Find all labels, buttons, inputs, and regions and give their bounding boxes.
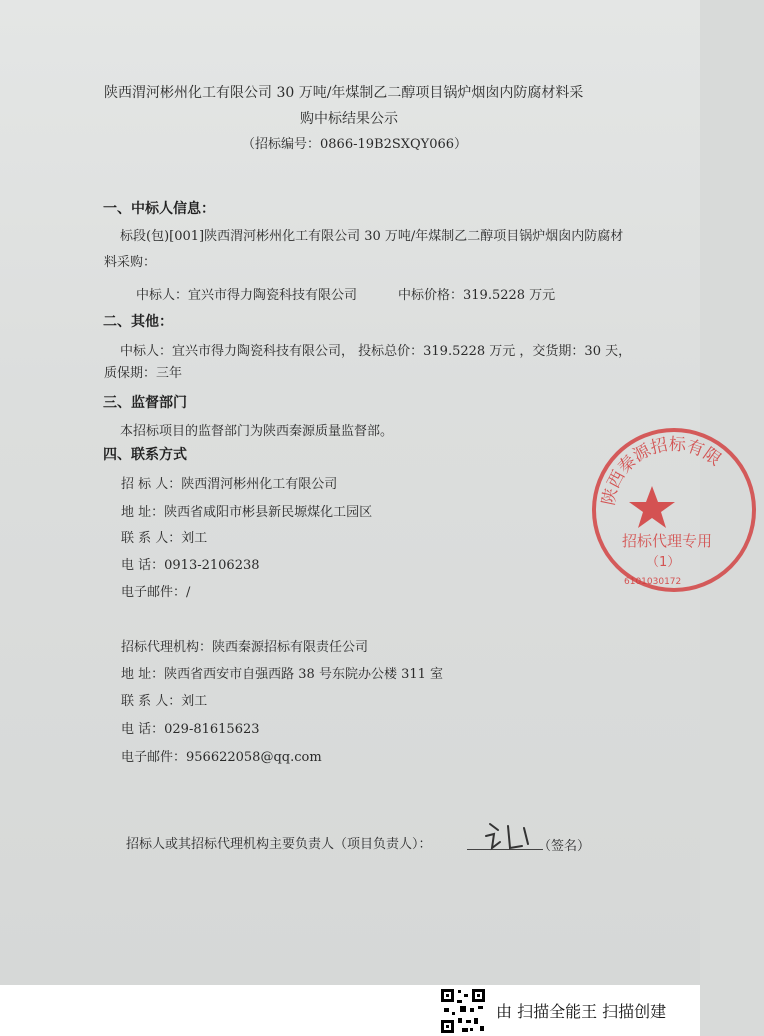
scanner-footer	[0, 985, 700, 1036]
section1-line2: 料采购：	[104, 255, 157, 270]
scanner-brand: 由 扫描全能王 扫描创建	[496, 1002, 667, 1021]
agency-address: 地 址：陕西省西安市自强西路 38 号东院办公楼 311 室	[121, 667, 444, 682]
agency-contact: 联 系 人：刘工	[121, 694, 208, 709]
signature-label: 招标人或其招标代理机构主要负责人（项目负责人）：	[126, 837, 432, 852]
winning-price: 中标价格：319.5228 万元	[398, 288, 556, 303]
section2-line2: 质保期：三年	[104, 366, 183, 381]
section3-heading: 三、监督部门	[103, 395, 187, 411]
winner-name: 中标人：宜兴市得力陶瓷科技有限公司	[136, 288, 358, 303]
section3-line1: 本招标项目的监督部门为陕西秦源质量监督部。	[120, 424, 394, 439]
bid-number: （招标编号：0866-19B2SXQY066）	[242, 137, 468, 152]
tenderer-contact: 联 系 人：刘工	[121, 531, 208, 546]
section2-line1: 中标人：宜兴市得力陶瓷科技有限公司， 投标总价：319.5228 万元 ，交货期：30 天，	[120, 344, 632, 359]
section1-heading: 一、中标人信息：	[103, 201, 215, 217]
tenderer-email: 电子邮件：/	[121, 585, 191, 600]
tenderer-phone: 电 话：0913-2106238	[121, 558, 260, 573]
section1-line1: 标段(包)[001]陕西渭河彬州化工有限公司 30 万吨/年煤制乙二醇项目锅炉烟囱内防腐材	[120, 229, 624, 244]
agency-phone: 电 话：029-81615623	[121, 722, 260, 737]
svg-text:陕西秦源招标有限: 陕西秦源招标有限	[598, 434, 725, 508]
seal-inner-text: 招标代理专用	[622, 532, 713, 550]
seal-number: （1）	[646, 555, 681, 570]
tenderer: 招 标 人：陕西渭河彬州化工有限公司	[121, 477, 338, 492]
tenderer-address: 地 址：陕西省咸阳市彬县新民塬煤化工园区	[121, 505, 373, 520]
company-seal	[584, 420, 764, 600]
section2-heading: 二、其他：	[103, 314, 173, 330]
doc-title-line2: 购中标结果公示	[300, 111, 398, 127]
seal-code: 6101030172	[624, 577, 682, 587]
agency-email: 电子邮件：956622058@qq.com	[121, 750, 322, 765]
qr-code-icon	[440, 988, 486, 1034]
section4-heading: 四、联系方式	[103, 447, 187, 463]
agency: 招标代理机构：陕西秦源招标有限责任公司	[121, 640, 369, 655]
doc-title-line1: 陕西渭河彬州化工有限公司 30 万吨/年煤制乙二醇项目锅炉烟囱内防腐材料采	[104, 85, 584, 101]
signature-suffix: （签名）	[538, 839, 591, 854]
